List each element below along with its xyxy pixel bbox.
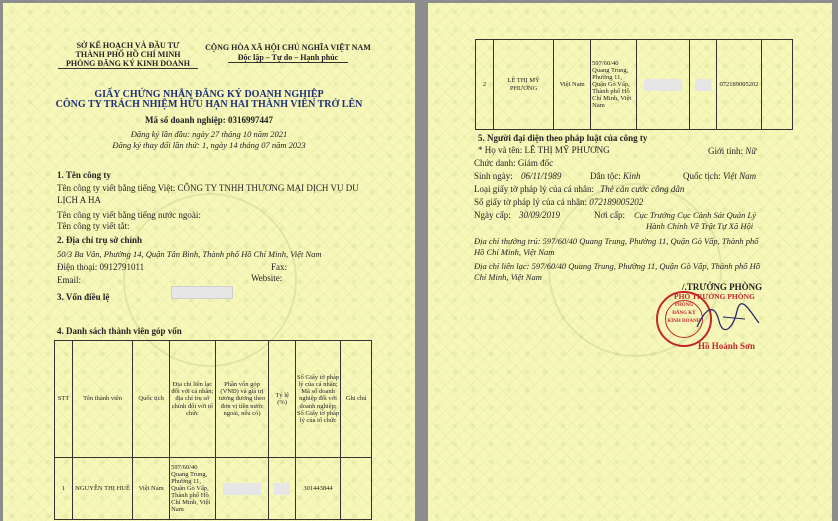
col-legal-id: Số Giấy tờ pháp lý của cá nhân; Mã số doanh nghiệp đối với doanh nghiệp; Số Giấy tờ pháp lý của tổ chức xyxy=(295,341,340,458)
website: Website: xyxy=(251,273,283,283)
rep-nationality xyxy=(683,171,756,181)
signer-name: Hồ Hoành Sơn xyxy=(698,341,756,351)
rep-doc-type xyxy=(474,184,684,194)
redacted-capital xyxy=(223,483,261,495)
company-name-short: Tên công ty viết tắt: xyxy=(57,221,130,231)
rep-perm-address-2: Hồ Chí Minh, Việt Nam xyxy=(474,247,555,257)
rep-issue-place-1: Cục Trưởng Cục Cảnh Sát Quản Lý xyxy=(634,210,757,220)
rep-ethnic-label: Dân tộc: xyxy=(590,171,621,181)
row1-nationality: Việt Nam xyxy=(133,458,170,520)
doc-title: GIẤY CHỨNG NHẬN ĐĂNG KÝ DOANH NGHIỆP xyxy=(94,89,324,100)
members-table xyxy=(54,340,372,520)
rep-perm-address-1: Địa chỉ thường trú: 597/60/40 Quang Trung, Phường 11, Quận Gò Vấp, Thành phố xyxy=(474,236,759,246)
row1-name: NGUYỄN THỊ HUÊ xyxy=(72,458,132,520)
doc-subtitle: CÔNG TY TRÁCH NHIỆM HỮU HẠN HAI THÀNH VIÊN TRỞ LÊN xyxy=(55,99,363,110)
redacted-ratio xyxy=(695,79,711,91)
rep-contact-address-1: Địa chỉ liên lạc: 597/60/40 Quang Trung, Phường 11, Quận Gò Vấp, Thành phố Hồ xyxy=(474,261,760,271)
company-name-foreign: Tên công ty viết bằng tiếng nước ngoài: xyxy=(57,210,201,220)
rep-name-value: LÊ THỊ MỸ PHƯƠNG xyxy=(524,145,610,155)
enterprise-code: Mã số doanh nghiệp: 0316997447 xyxy=(144,115,274,125)
rep-ethnic xyxy=(590,171,641,181)
first-registration: Đăng ký lần đầu: ngày 27 tháng 10 năm 2021 xyxy=(130,129,288,139)
row2-nationality: Việt Nam xyxy=(554,40,591,130)
sign-title-text: TRƯỞNG PHÒNG xyxy=(686,282,763,292)
header-agency-3: PHÒNG ĐĂNG KÝ KINH DOANH xyxy=(58,59,198,69)
section-5-title: 5. Người đại diện theo pháp luật của công ty xyxy=(478,133,648,143)
rep-doc-type-value: Thẻ căn cước công dân xyxy=(600,184,685,194)
stamp-line-3: KINH DOANH xyxy=(667,319,701,324)
sign-mark: /. xyxy=(682,282,687,292)
row2-address: 597/60/40 Quang Trung, Phường 11, Quận Gò Vấp, Thành phố Hồ Chí Minh, Việt Nam xyxy=(591,40,636,130)
col-ratio: Tỷ lệ (%) xyxy=(269,341,295,458)
rep-position-label: Chức danh: xyxy=(474,158,516,168)
col-nationality: Quốc tịch xyxy=(133,341,170,458)
col-capital: Phần vốn góp (VNĐ) và giá trị tương đương theo đơn vị tiền nước ngoài, nếu có) xyxy=(215,341,269,458)
rep-name xyxy=(478,145,610,155)
email: Email: xyxy=(57,275,81,285)
section-2-title: 2. Địa chỉ trụ sở chính xyxy=(57,235,142,245)
rep-doc-no-value: 072189005202 xyxy=(589,197,644,207)
rep-gender-value: Nữ xyxy=(745,146,757,156)
rep-issue-date-label: Ngày cấp: xyxy=(474,210,511,220)
rep-dob-value: 06/11/1989 xyxy=(521,171,562,181)
col-note: Ghi chú xyxy=(341,341,372,458)
rep-doc-type-label: Loại giấy tờ pháp lý của cá nhân: xyxy=(474,184,594,194)
header-motto: Độc lập – Tự do – Hạnh phúc xyxy=(228,53,348,63)
row2-name: LÊ THỊ MỸ PHƯƠNG xyxy=(493,40,553,130)
row1-capital xyxy=(215,458,269,520)
rep-position xyxy=(474,158,553,168)
redacted-ratio xyxy=(274,483,290,495)
phone: Điện thoại: 0912791011 xyxy=(57,262,145,272)
rep-name-label: Họ và tên: xyxy=(484,145,523,155)
company-name-vn-label: Tên công ty viết bằng tiếng Việt: xyxy=(57,183,176,193)
certificate-page-2 xyxy=(428,3,832,521)
rep-issue-place-2: Hành Chính Về Trật Tự Xã Hội xyxy=(646,221,754,231)
rep-doc-no-label: Số giấy tờ pháp lý của cá nhân: xyxy=(474,197,587,207)
company-name-vn-value: CÔNG TY TNHH THƯƠNG MẠI DỊCH VỤ DU xyxy=(177,183,359,193)
row2-capital xyxy=(636,40,690,130)
redacted-box xyxy=(171,286,233,299)
rep-gender xyxy=(708,146,756,156)
rep-position-value: Giám đốc xyxy=(517,158,554,168)
members-table-cont xyxy=(475,39,793,130)
row2-note xyxy=(762,40,793,130)
bullet-icon: * xyxy=(478,145,483,155)
sign-deputy: PHÓ TRƯỞNG PHÒNG xyxy=(674,292,755,301)
signature-icon xyxy=(693,299,763,335)
rep-contact-address-2: Chí Minh, Việt Nam xyxy=(474,272,542,282)
rep-dob xyxy=(474,171,561,181)
row1-note xyxy=(341,458,372,520)
rep-nationality-label: Quốc tịch: xyxy=(683,171,721,181)
section-4-title: 4. Danh sách thành viên góp vốn xyxy=(57,326,182,336)
head-office-address: 50/3 Ba Vân, Phường 14, Quận Tân Bình, Thành phố Hồ Chí Minh, Việt Nam xyxy=(57,249,322,259)
company-name-vn-cont: LỊCH A HA xyxy=(57,195,102,205)
col-stt: STT xyxy=(55,341,73,458)
row1-stt: 1 xyxy=(55,458,73,520)
redacted-capital xyxy=(644,79,682,91)
rep-issue-date-value: 30/09/2019 xyxy=(518,210,560,220)
stamp-line-1: PHÒNG xyxy=(674,303,694,308)
rep-issue-date xyxy=(474,210,560,220)
header-country: CỘNG HÒA XÃ HỘI CHỦ NGHĨA VIỆT NAM xyxy=(205,43,371,52)
change-registration: Đăng ký thay đổi lần thứ: 1, ngày 14 tháng 07 năm 2023 xyxy=(112,140,306,150)
row2-stt: 2 xyxy=(476,40,494,130)
table-row xyxy=(55,458,372,520)
header-agency-2: THÀNH PHỐ HỒ CHÍ MINH xyxy=(75,50,181,59)
section-3-title: 3. Vốn điều lệ xyxy=(57,292,110,302)
rep-dob-label: Sinh ngày: xyxy=(474,171,513,181)
row1-address: 597/60/40 Quang Trung, Phường 11, Quận Gò Vấp, Thành phố Hồ Chí Minh, Việt Nam xyxy=(170,458,215,520)
rep-gender-label: Giới tính: xyxy=(708,146,744,156)
col-name: Tên thành viên xyxy=(72,341,132,458)
stamp-line-2: ĐĂNG KÝ xyxy=(672,311,696,316)
certificate-page-1 xyxy=(3,3,415,521)
header-agency-1: SỞ KẾ HOẠCH VÀ ĐẦU TƯ xyxy=(76,41,180,50)
row1-legal-id: 301443844 xyxy=(295,458,340,520)
rep-nationality-value: Việt Nam xyxy=(723,171,757,181)
rep-ethnic-value: Kinh xyxy=(623,171,641,181)
fax: Fax: xyxy=(271,262,288,272)
table-row xyxy=(476,40,793,130)
sign-title xyxy=(682,282,762,292)
company-name-vn xyxy=(57,183,359,193)
row2-ratio xyxy=(690,40,716,130)
table-header-row xyxy=(55,341,372,458)
col-address: Địa chỉ liên lạc đối với cá nhân; địa chỉ trụ sở chính đối với tổ chức xyxy=(170,341,215,458)
rep-doc-no xyxy=(474,197,643,207)
rep-issue-place-label: Nơi cấp: xyxy=(594,210,625,220)
section-1-title: 1. Tên công ty xyxy=(57,170,111,180)
row1-ratio xyxy=(269,458,295,520)
row2-legal-id: 072189005202 xyxy=(716,40,761,130)
